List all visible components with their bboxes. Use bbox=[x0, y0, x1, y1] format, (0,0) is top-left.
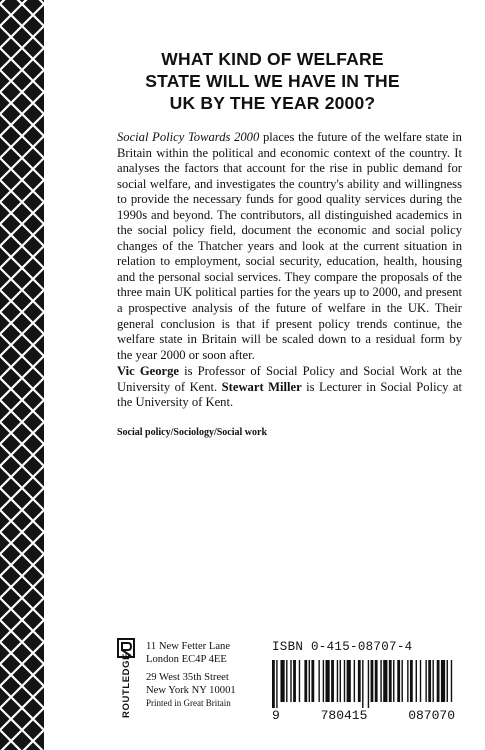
barcode-bar bbox=[331, 660, 334, 702]
barcode-bar bbox=[416, 660, 417, 702]
barcode-bar bbox=[340, 660, 341, 702]
address-line: 29 West 35th Street bbox=[146, 672, 229, 683]
barcode bbox=[272, 660, 455, 708]
barcode-bar bbox=[280, 660, 284, 702]
barcode-bar bbox=[362, 660, 363, 708]
barcode-digit-group: 087070 bbox=[408, 708, 455, 723]
barcode-bar bbox=[402, 660, 403, 702]
publisher-address bbox=[146, 640, 236, 710]
barcode-bar bbox=[290, 660, 291, 702]
cover-title bbox=[100, 48, 445, 114]
barcode-bar bbox=[368, 660, 369, 708]
barcode-bar bbox=[380, 660, 381, 702]
book-title: Social Policy Towards 2000 bbox=[117, 130, 260, 144]
barcode-bar bbox=[393, 660, 394, 702]
isbn-label: ISBN 0-415-08707-4 bbox=[272, 640, 413, 654]
barcode-bar bbox=[441, 660, 445, 702]
barcode-bar bbox=[304, 660, 307, 702]
lattice-lines bbox=[0, 0, 44, 750]
book-description bbox=[117, 130, 462, 363]
decorative-side-strip bbox=[0, 0, 44, 750]
barcode-bar bbox=[447, 660, 448, 702]
publisher-name: ROUTLEDGE bbox=[121, 652, 132, 718]
barcode-bar bbox=[325, 660, 329, 702]
author-name: Stewart Miller bbox=[221, 379, 302, 394]
address-line: 11 New Fetter Lane bbox=[146, 641, 231, 652]
barcode-bar bbox=[420, 660, 421, 702]
barcode-bar bbox=[311, 660, 314, 702]
publisher-logo bbox=[117, 638, 137, 718]
author-text: is Professor of Social Policy and Social Work at the University of Kent. bbox=[117, 364, 462, 394]
barcode-bar bbox=[358, 660, 361, 702]
barcode-bar bbox=[337, 660, 338, 702]
address-line: London EC4P 4EE bbox=[146, 654, 227, 665]
barcode-bar bbox=[309, 660, 310, 702]
title-line: UK BY THE YEAR 2000? bbox=[169, 93, 376, 113]
description-text: places the future of the welfare state in Britain within the political and economic context of the country. It analyses the factors that account for the rise in public demand for social welfare, and investigates the country's ability and willingness to provide the necessary funds for good quality services during the 1990s and beyond. The contributors, all distinguished academics in the social policy field, document the economic and social policy changes of the Thatcher years and look at the current situation in relation to employment, social security, education, health, housing and the personal social services. They compare the proposals of the three main UK political parties for the years up to 2000, and present a prospective analysis of the future of welfare in the UK. Their general conclusion is that if present policy trends continue, the welfare state in Britain will be scaled down to a residual form by the year 2000 or soon after. bbox=[117, 130, 462, 362]
barcode-digit-group: 780415 bbox=[320, 708, 368, 723]
author-bio bbox=[117, 364, 462, 411]
title-line: WHAT KIND OF WELFARE bbox=[161, 49, 384, 69]
address-line: New York NY 10001 bbox=[146, 685, 236, 696]
barcode-bar bbox=[347, 660, 351, 702]
barcode-digit-group: 9 bbox=[272, 708, 280, 723]
printed-in: Printed in Great Britain bbox=[146, 698, 231, 708]
barcode-bar bbox=[451, 660, 452, 702]
barcode-bar bbox=[397, 660, 400, 702]
lattice-pattern bbox=[0, 0, 44, 750]
barcode-bar bbox=[425, 660, 426, 702]
title-line: STATE WILL WE HAVE IN THE bbox=[145, 71, 400, 91]
barcode-bar bbox=[299, 660, 300, 702]
barcode-bar bbox=[354, 660, 355, 702]
author-text: is Lecturer in Social Policy at the University of Kent. bbox=[117, 379, 462, 410]
barcode-digits bbox=[272, 708, 455, 723]
barcode-bar bbox=[389, 660, 392, 702]
barcode-bar bbox=[276, 660, 277, 708]
author-name: Vic George bbox=[117, 364, 180, 378]
barcode-bar bbox=[371, 660, 374, 702]
barcode-bar bbox=[428, 660, 431, 702]
barcode-bar bbox=[375, 660, 378, 702]
barcode-bar bbox=[437, 660, 440, 702]
barcode-bar bbox=[410, 660, 413, 702]
barcode-bar bbox=[293, 660, 296, 702]
barcode-bar bbox=[318, 660, 319, 702]
barcode-bar bbox=[407, 660, 408, 702]
subject-categories: Social policy/Sociology/Social work bbox=[117, 427, 268, 438]
barcode-bar bbox=[286, 660, 287, 702]
barcode-bar bbox=[432, 660, 433, 702]
barcode-bar bbox=[383, 660, 387, 702]
barcode-bar bbox=[323, 660, 324, 702]
barcode-bar bbox=[272, 660, 275, 708]
barcode-bar bbox=[344, 660, 345, 702]
